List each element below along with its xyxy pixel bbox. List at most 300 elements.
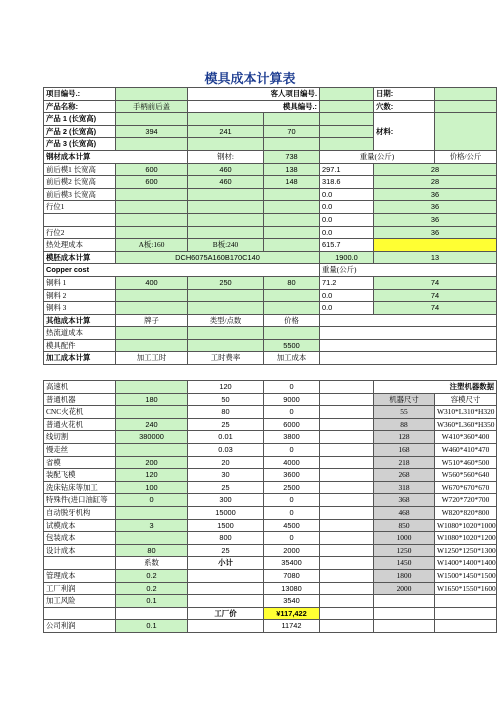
machine-size-cell: 268 [374, 469, 435, 482]
empty-cell [435, 620, 497, 633]
empty-cell[interactable] [320, 113, 374, 126]
height-cell[interactable] [264, 289, 320, 302]
cost-sheet [43, 87, 497, 365]
empty-cell [320, 494, 374, 507]
price-cell[interactable]: 36 [374, 188, 497, 201]
hours-header: 加工工时 [116, 352, 188, 365]
table-row [44, 393, 497, 406]
table-row [44, 289, 497, 302]
hours-cell[interactable] [116, 506, 188, 519]
mold-size-cell: W1400*1400*1400 [435, 557, 497, 570]
machine-size-cell: 318 [374, 481, 435, 494]
steel-section-label: 钢材成本计算 [44, 150, 188, 163]
table-row [44, 339, 497, 352]
rate-cell: 15000 [188, 506, 264, 519]
heat-total: 615.7 [320, 239, 374, 252]
length-cell[interactable]: 400 [116, 276, 188, 289]
length-cell[interactable] [116, 138, 188, 151]
mold-size-cell: W410*360*400 [435, 431, 497, 444]
rate-cell: 20 [188, 456, 264, 469]
length-cell[interactable] [116, 289, 188, 302]
machining-row-label: 普通火花机 [44, 418, 116, 431]
risk-value: 3540 [264, 595, 320, 608]
empty-cell [320, 607, 374, 620]
height-cell[interactable]: 148 [264, 176, 320, 189]
hours-cell[interactable]: 240 [116, 418, 188, 431]
factory-price-label: 工厂价 [188, 607, 264, 620]
machine-size-cell: 1000 [374, 532, 435, 545]
length-cell[interactable] [116, 302, 188, 315]
product-label: 产品 3 (长宽高) [44, 138, 116, 151]
risk-label: 加工风险 [44, 595, 116, 608]
length-cell[interactable] [116, 201, 188, 214]
price-cell[interactable]: 74 [374, 289, 497, 302]
type-cell[interactable] [188, 327, 264, 340]
machining-row-label: 包装成本 [44, 532, 116, 545]
date-label: 日期: [374, 88, 435, 101]
mold-no-cell[interactable] [320, 100, 374, 113]
brand-header: 牌子 [116, 314, 188, 327]
moldbase-spec[interactable]: DCH6075A160B170C140 [116, 251, 320, 264]
machine-size-cell: 88 [374, 418, 435, 431]
width-cell[interactable] [188, 226, 264, 239]
mold-size-cell: W560*560*640 [435, 469, 497, 482]
hours-cell[interactable]: 80 [116, 544, 188, 557]
mold-size-cell: W310*L310*H320 [435, 406, 497, 419]
price-cell[interactable] [264, 327, 320, 340]
price-cell[interactable]: 74 [374, 302, 497, 315]
table-row [44, 557, 497, 570]
width-cell[interactable]: 250 [188, 276, 264, 289]
empty-cell [320, 481, 374, 494]
other-cost-label: 其他成本计算 [44, 314, 116, 327]
empty-cell [188, 582, 264, 595]
width-cell[interactable] [188, 201, 264, 214]
price-cell[interactable]: 36 [374, 201, 497, 214]
machining-row-label: 高速机 [44, 381, 116, 394]
empty-cell [320, 557, 374, 570]
empty-cell[interactable] [320, 125, 374, 138]
empty-cell [188, 620, 264, 633]
heat-treatment-label: 热处理成本 [44, 239, 116, 252]
table-row [44, 314, 497, 327]
table-row [44, 176, 497, 189]
cost-cell: 4000 [264, 456, 320, 469]
table-row [44, 607, 497, 620]
price-cell[interactable]: 74 [374, 276, 497, 289]
empty-cell [320, 381, 374, 394]
height-cell[interactable] [264, 138, 320, 151]
product-name-cell[interactable]: 手柄前后盖 [116, 100, 188, 113]
machine-size-cell: 850 [374, 519, 435, 532]
table-row [44, 431, 497, 444]
machining-row-label: 省模 [44, 456, 116, 469]
material-label: 材料: [374, 113, 435, 151]
weight-cell: 0.0 [320, 226, 374, 239]
machining-row-label: 洗床钻床等加工 [44, 481, 116, 494]
table-row [44, 569, 497, 582]
empty-cell [320, 393, 374, 406]
empty-cell [320, 352, 497, 365]
weight-cell: 297.1 [320, 163, 374, 176]
empty-cell [320, 532, 374, 545]
machine-size-cell: 168 [374, 443, 435, 456]
table-row [44, 239, 497, 252]
weight-cell: 0.0 [320, 289, 374, 302]
product-name-label: 产品名称: [44, 100, 116, 113]
rate-cell: 0.03 [188, 443, 264, 456]
hours-cell[interactable] [116, 381, 188, 394]
table-row [44, 352, 497, 365]
empty-cell [320, 620, 374, 633]
customer-project-cell[interactable] [320, 88, 374, 101]
machining-row-label: 普通机器 [44, 393, 116, 406]
table-row [44, 456, 497, 469]
empty-cell [188, 569, 264, 582]
width-cell[interactable]: 241 [188, 125, 264, 138]
moldbase-label: 模胚成本计算 [44, 251, 116, 264]
table-row [44, 532, 497, 545]
hot-runner-label: 热流道成本 [44, 327, 116, 340]
empty-cell [320, 418, 374, 431]
moldbase-price[interactable]: 13 [374, 251, 497, 264]
table-row [44, 519, 497, 532]
empty-cell[interactable] [320, 138, 374, 151]
type-header: 类型/点数 [188, 314, 264, 327]
mold-size-cell: W510*460*500 [435, 456, 497, 469]
length-cell[interactable]: 394 [116, 125, 188, 138]
product-label: 产品 2 (长宽高) [44, 125, 116, 138]
width-cell[interactable]: 460 [188, 176, 264, 189]
height-cell[interactable] [264, 302, 320, 315]
table-row [44, 327, 497, 340]
table-row [44, 276, 497, 289]
price-cell[interactable]: 28 [374, 163, 497, 176]
hours-cell[interactable] [116, 406, 188, 419]
cost-header: 加工成本 [264, 352, 320, 365]
length-cell[interactable]: 600 [116, 163, 188, 176]
table-row [44, 100, 497, 113]
empty-cell [320, 582, 374, 595]
empty-cell [320, 544, 374, 557]
weight-cell: 318.6 [320, 176, 374, 189]
empty-cell [435, 595, 497, 608]
table-row [44, 88, 497, 101]
type-cell[interactable] [188, 339, 264, 352]
cavity-label: 穴数: [374, 100, 435, 113]
width-cell[interactable] [188, 138, 264, 151]
mold-size-cell: W1080*1020*1000 [435, 519, 497, 532]
table-row [44, 113, 497, 126]
table-row [44, 506, 497, 519]
machining-row-label: CNC火花机 [44, 406, 116, 419]
heat-a-plate[interactable]: A板:160 [116, 239, 188, 252]
mold-size-cell: W1250*1250*1300 [435, 544, 497, 557]
height-cell[interactable]: 138 [264, 163, 320, 176]
empty-cell[interactable] [264, 239, 320, 252]
empty-cell [374, 607, 435, 620]
cost-cell: 0 [264, 406, 320, 419]
mold-size-cell: W460*410*470 [435, 443, 497, 456]
hours-cell[interactable]: 100 [116, 481, 188, 494]
copper-row-label: 铜料 1 [44, 276, 116, 289]
machining-row-label: 特殊件(进口油缸等 [44, 494, 116, 507]
machine-size-cell: 128 [374, 431, 435, 444]
table-row [44, 481, 497, 494]
width-cell[interactable]: 460 [188, 163, 264, 176]
hours-cell[interactable]: 3 [116, 519, 188, 532]
hours-cell[interactable]: 200 [116, 456, 188, 469]
length-cell[interactable] [116, 113, 188, 126]
table-row [44, 620, 497, 633]
hours-cell[interactable] [116, 532, 188, 545]
length-cell[interactable]: 600 [116, 176, 188, 189]
width-cell[interactable] [188, 188, 264, 201]
width-cell[interactable] [188, 113, 264, 126]
table-row [44, 213, 497, 226]
machining-row-label: 线切割 [44, 431, 116, 444]
table-row [44, 251, 497, 264]
profit-value: 13080 [264, 582, 320, 595]
mgmt-label: 管理成本 [44, 569, 116, 582]
mold-size-header: 容模尺寸 [435, 393, 497, 406]
mold-size-cell: W1080*1020*1200 [435, 532, 497, 545]
machining-row-label: 自动脱牙机构 [44, 506, 116, 519]
company-profit-value: 11742 [264, 620, 320, 633]
customer-project-label: 客人项目编号. [188, 88, 320, 101]
height-cell[interactable] [264, 113, 320, 126]
price-cell[interactable]: 36 [374, 226, 497, 239]
rate-cell: 30 [188, 469, 264, 482]
hours-cell[interactable]: 380000 [116, 431, 188, 444]
table-row [44, 418, 497, 431]
height-cell[interactable]: 70 [264, 125, 320, 138]
empty-cell [435, 607, 497, 620]
empty-cell [188, 595, 264, 608]
cost-cell: 0 [264, 494, 320, 507]
cost-cell: 6000 [264, 418, 320, 431]
mold-no-label: 模具编号.: [188, 100, 320, 113]
machining-row-label: 装配飞模 [44, 469, 116, 482]
empty-cell [320, 569, 374, 582]
machine-size-cell: 218 [374, 456, 435, 469]
width-cell[interactable] [188, 302, 264, 315]
height-cell[interactable] [264, 213, 320, 226]
table-row [44, 443, 497, 456]
steel-value[interactable]: 738 [264, 150, 320, 163]
cost-cell: 9000 [264, 393, 320, 406]
cost-cell: 3600 [264, 469, 320, 482]
profit-coef[interactable]: 0.2 [116, 582, 188, 595]
rate-cell: 50 [188, 393, 264, 406]
empty-cell [44, 607, 116, 620]
steel-row-label [44, 213, 116, 226]
mold-size-cell: W820*820*800 [435, 506, 497, 519]
project-no-cell[interactable] [116, 88, 188, 101]
empty-cell [320, 456, 374, 469]
width-cell[interactable] [188, 213, 264, 226]
length-cell[interactable] [116, 188, 188, 201]
hours-cell[interactable]: 0 [116, 494, 188, 507]
empty-cell [320, 339, 497, 352]
cost-cell: 2000 [264, 544, 320, 557]
machining-row-label: 设计成本 [44, 544, 116, 557]
rate-cell: 25 [188, 481, 264, 494]
table-row [44, 469, 497, 482]
rate-cell: 0.01 [188, 431, 264, 444]
table-row [44, 582, 497, 595]
table-row [44, 494, 497, 507]
empty-cell [320, 519, 374, 532]
machine-size-header: 机器尺寸 [374, 393, 435, 406]
steel-row-label: 行位2 [44, 226, 116, 239]
empty-cell [44, 557, 116, 570]
date-cell[interactable] [435, 88, 497, 101]
price-cell[interactable]: 28 [374, 176, 497, 189]
copper-weight-header: 重量(公斤) [320, 264, 497, 277]
empty-cell [320, 506, 374, 519]
price-cell[interactable]: 36 [374, 213, 497, 226]
table-row [44, 544, 497, 557]
rate-cell: 120 [188, 381, 264, 394]
copper-label: Copper cost [44, 264, 320, 277]
steel-row-label: 行位1 [44, 201, 116, 214]
height-cell[interactable]: 80 [264, 276, 320, 289]
empty-cell [374, 620, 435, 633]
machine-size-cell: 1800 [374, 569, 435, 582]
cost-cell: 0 [264, 443, 320, 456]
table-row [44, 264, 497, 277]
copper-row-label: 铜料 3 [44, 302, 116, 315]
company-profit-label: 公司利润 [44, 620, 116, 633]
height-cell[interactable] [264, 226, 320, 239]
empty-cell [320, 431, 374, 444]
mgmt-coef[interactable]: 0.2 [116, 569, 188, 582]
brand-cell[interactable] [116, 339, 188, 352]
material-cell[interactable] [435, 113, 497, 151]
cost-cell: 2500 [264, 481, 320, 494]
empty-cell [116, 607, 188, 620]
weight-header: 重量(公斤) [320, 150, 435, 163]
cost-cell: 3800 [264, 431, 320, 444]
rate-cell: 25 [188, 418, 264, 431]
machining-row-label: 试模成本 [44, 519, 116, 532]
table-row [44, 302, 497, 315]
price-header: 价格 [264, 314, 320, 327]
cost-cell: 0 [264, 506, 320, 519]
mold-size-cell: W1500*1450*1500 [435, 569, 497, 582]
empty-cell [320, 443, 374, 456]
steel-row-label: 前后模3 长宽高 [44, 188, 116, 201]
width-cell[interactable] [188, 289, 264, 302]
empty-cell [320, 327, 497, 340]
rate-cell: 80 [188, 406, 264, 419]
company-profit-coef[interactable]: 0.1 [116, 620, 188, 633]
fittings-price[interactable]: 5500 [264, 339, 320, 352]
table-row [44, 188, 497, 201]
empty-cell [320, 314, 497, 327]
rate-cell: 800 [188, 532, 264, 545]
cost-cell: 0 [264, 381, 320, 394]
table-row [44, 595, 497, 608]
empty-cell [374, 595, 435, 608]
hours-cell[interactable]: 120 [116, 469, 188, 482]
heat-price-cell[interactable] [374, 239, 497, 252]
rate-cell: 300 [188, 494, 264, 507]
mold-size-cell: W720*720*700 [435, 494, 497, 507]
weight-cell: 0.0 [320, 201, 374, 214]
machining-label: 加工成本计算 [44, 352, 116, 365]
moldbase-weight[interactable]: 1900.0 [320, 251, 374, 264]
machine-size-cell: 55 [374, 406, 435, 419]
weight-cell: 71.2 [320, 276, 374, 289]
copper-row-label: 铜料 2 [44, 289, 116, 302]
table-row [44, 163, 497, 176]
price-header: 价格/公斤 [435, 150, 497, 163]
mold-size-cell: W670*670*670 [435, 481, 497, 494]
rate-cell: 25 [188, 544, 264, 557]
machine-size-cell: 1250 [374, 544, 435, 557]
length-cell[interactable] [116, 226, 188, 239]
profit-label: 工厂利润 [44, 582, 116, 595]
sheet-title: 模具成本计算表 [204, 71, 296, 86]
factory-price-value: ¥117,422 [264, 607, 320, 620]
cavity-cell[interactable] [435, 100, 497, 113]
machine-list-title: 注塑机器数据 [374, 381, 497, 394]
hours-cell[interactable] [116, 443, 188, 456]
table-row [44, 201, 497, 214]
rate-cell: 1500 [188, 519, 264, 532]
rate-header: 工时费率 [188, 352, 264, 365]
machining-table [43, 380, 497, 633]
weight-cell: 0.0 [320, 213, 374, 226]
length-cell[interactable] [116, 213, 188, 226]
machine-size-cell: 1450 [374, 557, 435, 570]
machine-size-cell: 368 [374, 494, 435, 507]
subtotal-value: 35400 [264, 557, 320, 570]
table-row [44, 150, 497, 163]
empty-cell [320, 469, 374, 482]
steel-row-label: 前后模2 长宽高 [44, 176, 116, 189]
weight-cell: 0.0 [320, 302, 374, 315]
table-row [44, 381, 497, 394]
weight-cell: 0.0 [320, 188, 374, 201]
brand-cell[interactable] [116, 327, 188, 340]
subtotal-label: 小计 [188, 557, 264, 570]
fittings-label: 模具配件 [44, 339, 116, 352]
cost-cell: 4500 [264, 519, 320, 532]
hours-cell[interactable]: 180 [116, 393, 188, 406]
product-label: 产品 1 (长宽高) [44, 113, 116, 126]
mold-size-cell: W1650*1550*1600 [435, 582, 497, 595]
empty-cell [320, 595, 374, 608]
table-row [44, 226, 497, 239]
height-cell[interactable] [264, 201, 320, 214]
project-no-label: 项目编号.: [44, 88, 116, 101]
steel-row-label: 前后模1 长宽高 [44, 163, 116, 176]
steel-label: 钢材: [188, 150, 264, 163]
risk-coef[interactable]: 0.1 [116, 595, 188, 608]
machining-row-label: 慢走丝 [44, 443, 116, 456]
height-cell[interactable] [264, 188, 320, 201]
coef-label: 系数 [116, 557, 188, 570]
heat-b-plate[interactable]: B板:240 [188, 239, 264, 252]
cost-cell: 0 [264, 532, 320, 545]
machine-size-cell: 468 [374, 506, 435, 519]
machine-size-cell: 2000 [374, 582, 435, 595]
mold-size-cell: W360*L360*H350 [435, 418, 497, 431]
empty-cell [320, 406, 374, 419]
